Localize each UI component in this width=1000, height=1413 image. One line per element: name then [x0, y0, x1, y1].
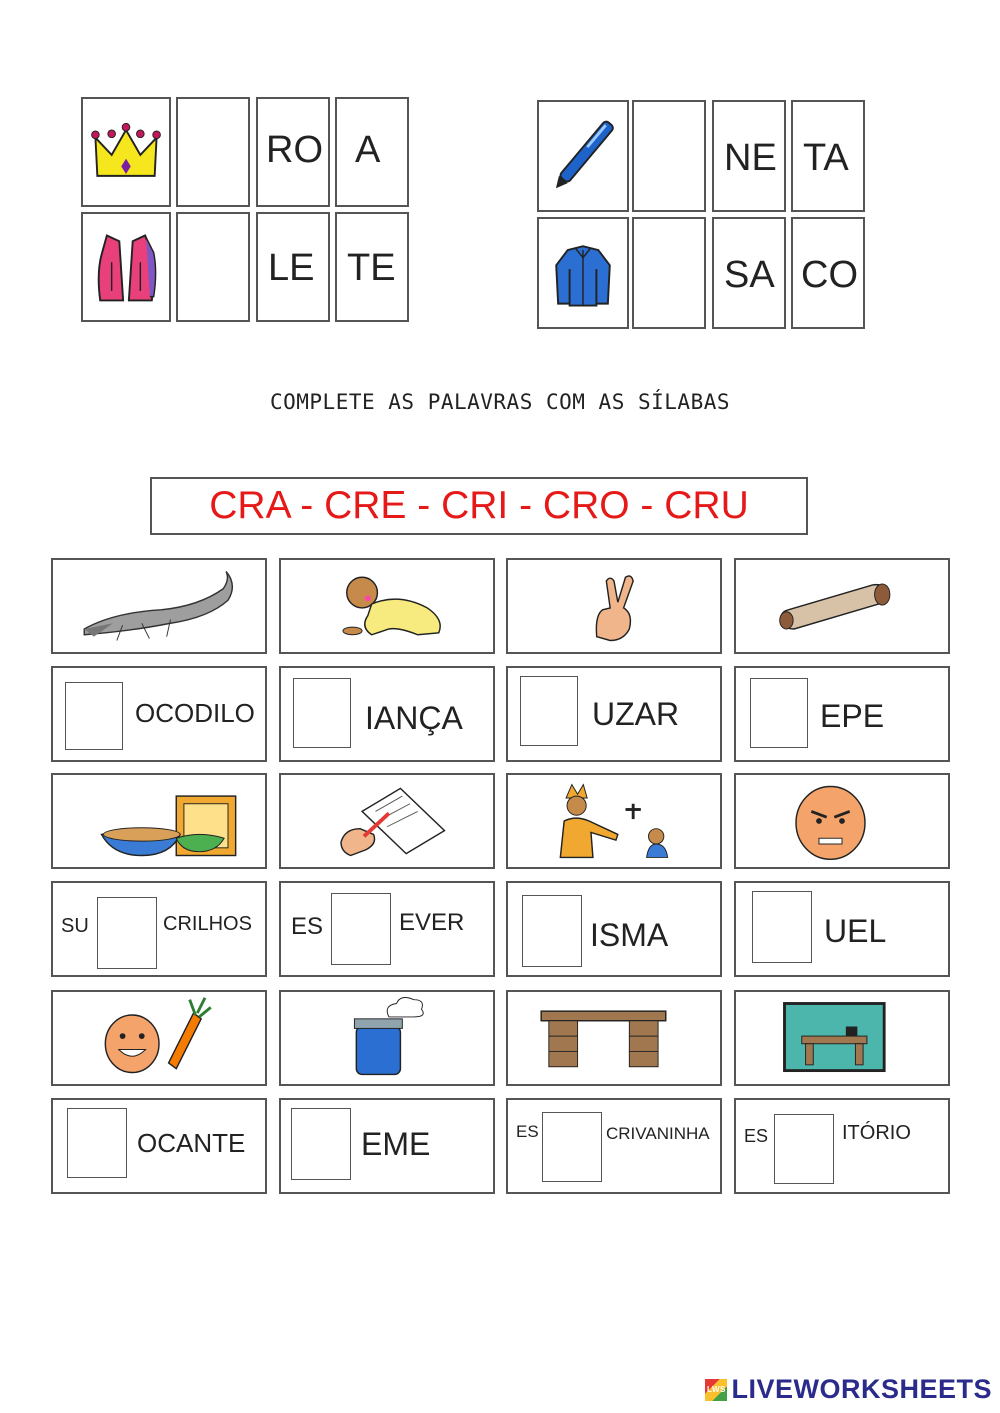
crown-syllable-tile-2[interactable] — [335, 97, 409, 207]
syllable: NE — [724, 137, 777, 179]
pen-syllable-tile-1[interactable] — [712, 100, 786, 212]
word-suffix: ISMA — [590, 917, 669, 953]
syllable: SA — [724, 254, 775, 296]
writing-desk-icon — [508, 992, 720, 1084]
answer-box[interactable] — [520, 676, 578, 746]
word-suffix: UEL — [824, 913, 887, 949]
crepe-icon — [736, 560, 948, 652]
word-suffix: EME — [361, 1126, 431, 1162]
word-card-escrivaninha — [506, 1098, 722, 1194]
crown-syllable-tile-1[interactable] — [256, 97, 330, 207]
baby-picture-card — [279, 558, 495, 654]
word-suffix: OCANTE — [137, 1128, 246, 1158]
brand-logo-icon: LWS — [705, 1379, 727, 1401]
crunchy-carrot-picture-card — [51, 990, 267, 1086]
word-card-cruel — [734, 881, 950, 977]
answer-box[interactable] — [774, 1114, 834, 1184]
office-picture-card — [734, 990, 950, 1086]
word-card-creme — [279, 1098, 495, 1194]
liveworksheets-logo — [705, 1374, 992, 1405]
baptism-picture-card — [506, 773, 722, 869]
answer-box[interactable] — [522, 895, 582, 967]
word-suffix: UZAR — [592, 696, 680, 732]
word-prefix: ES — [291, 913, 324, 940]
word-prefix: SU — [61, 915, 89, 937]
jacket-blank-tile[interactable] — [632, 217, 706, 329]
word-card-crisma — [506, 881, 722, 977]
word-card-crocante — [51, 1098, 267, 1194]
answer-box[interactable] — [97, 897, 157, 969]
syllable: TE — [347, 247, 396, 289]
answer-box[interactable] — [293, 678, 351, 748]
crown-icon — [83, 99, 169, 205]
writing-icon — [281, 775, 493, 867]
word-card-crocodilo — [51, 666, 267, 762]
vest-picture-card — [81, 212, 171, 322]
word-suffix: ITÓRIO — [842, 1122, 911, 1144]
syllable: A — [355, 129, 381, 171]
syllable-bank: CRA - CRE - CRI - CRO - CRU — [150, 477, 808, 535]
syllable: RO — [266, 129, 323, 171]
answer-box[interactable] — [291, 1108, 351, 1180]
word-card-cruzar — [506, 666, 722, 762]
vest-syllable-tile-1[interactable] — [256, 212, 330, 322]
word-card-escritorio — [734, 1098, 950, 1194]
word-card-crepe — [734, 666, 950, 762]
answer-box[interactable] — [542, 1112, 602, 1182]
crepe-picture-card — [734, 558, 950, 654]
cereal-picture-card — [51, 773, 267, 869]
cream-jar-icon — [281, 992, 493, 1084]
cereal-icon — [53, 775, 265, 867]
writing-desk-picture-card — [506, 990, 722, 1086]
answer-box[interactable] — [750, 678, 808, 748]
answer-box[interactable] — [65, 682, 123, 750]
word-prefix: ES — [516, 1122, 539, 1141]
word-card-crianca — [279, 666, 495, 762]
answer-box[interactable] — [67, 1108, 127, 1178]
word-prefix: ES — [744, 1126, 769, 1146]
crocodile-icon — [53, 560, 265, 652]
crunchy-carrot-icon — [53, 992, 265, 1084]
syllable: CO — [801, 254, 858, 296]
word-suffix: CRILHOS — [163, 913, 252, 935]
cruel-face-picture-card — [734, 773, 950, 869]
brand-name: LIVEWORKSHEETS — [731, 1374, 992, 1404]
syllable: LE — [268, 247, 315, 289]
answer-box[interactable] — [752, 891, 812, 963]
crown-blank-tile[interactable] — [176, 97, 250, 207]
word-card-escrever — [279, 881, 495, 977]
jacket-picture-card — [537, 217, 629, 329]
office-icon — [736, 992, 948, 1084]
baptism-icon — [508, 775, 720, 867]
vest-icon — [83, 214, 169, 320]
word-suffix: EPE — [820, 698, 885, 734]
word-card-sucrilhos — [51, 881, 267, 977]
angry-face-icon — [736, 775, 948, 867]
jacket-syllable-tile-2[interactable] — [791, 217, 865, 329]
cream-jar-picture-card — [279, 990, 495, 1086]
baby-icon — [281, 560, 493, 652]
syllable: TA — [803, 137, 849, 179]
crown-picture-card — [81, 97, 171, 207]
pen-picture-card — [537, 100, 629, 212]
word-suffix: CRIVANINHA — [606, 1124, 710, 1143]
jacket-syllable-tile-1[interactable] — [712, 217, 786, 329]
jacket-icon — [539, 219, 627, 327]
writing-picture-card — [279, 773, 495, 869]
word-suffix: IANÇA — [365, 700, 463, 736]
pen-icon — [539, 102, 627, 210]
word-suffix: OCODILO — [135, 698, 255, 728]
vest-blank-tile[interactable] — [176, 212, 250, 322]
answer-box[interactable] — [331, 893, 391, 965]
crossed-fingers-picture-card — [506, 558, 722, 654]
word-suffix: EVER — [399, 909, 465, 936]
crossed-fingers-icon — [508, 560, 720, 652]
pen-blank-tile[interactable] — [632, 100, 706, 212]
pen-syllable-tile-2[interactable] — [791, 100, 865, 212]
instruction-text: COMPLETE AS PALAVRAS COM AS SÍLABAS — [269, 390, 730, 414]
crocodile-picture-card — [51, 558, 267, 654]
vest-syllable-tile-2[interactable] — [335, 212, 409, 322]
